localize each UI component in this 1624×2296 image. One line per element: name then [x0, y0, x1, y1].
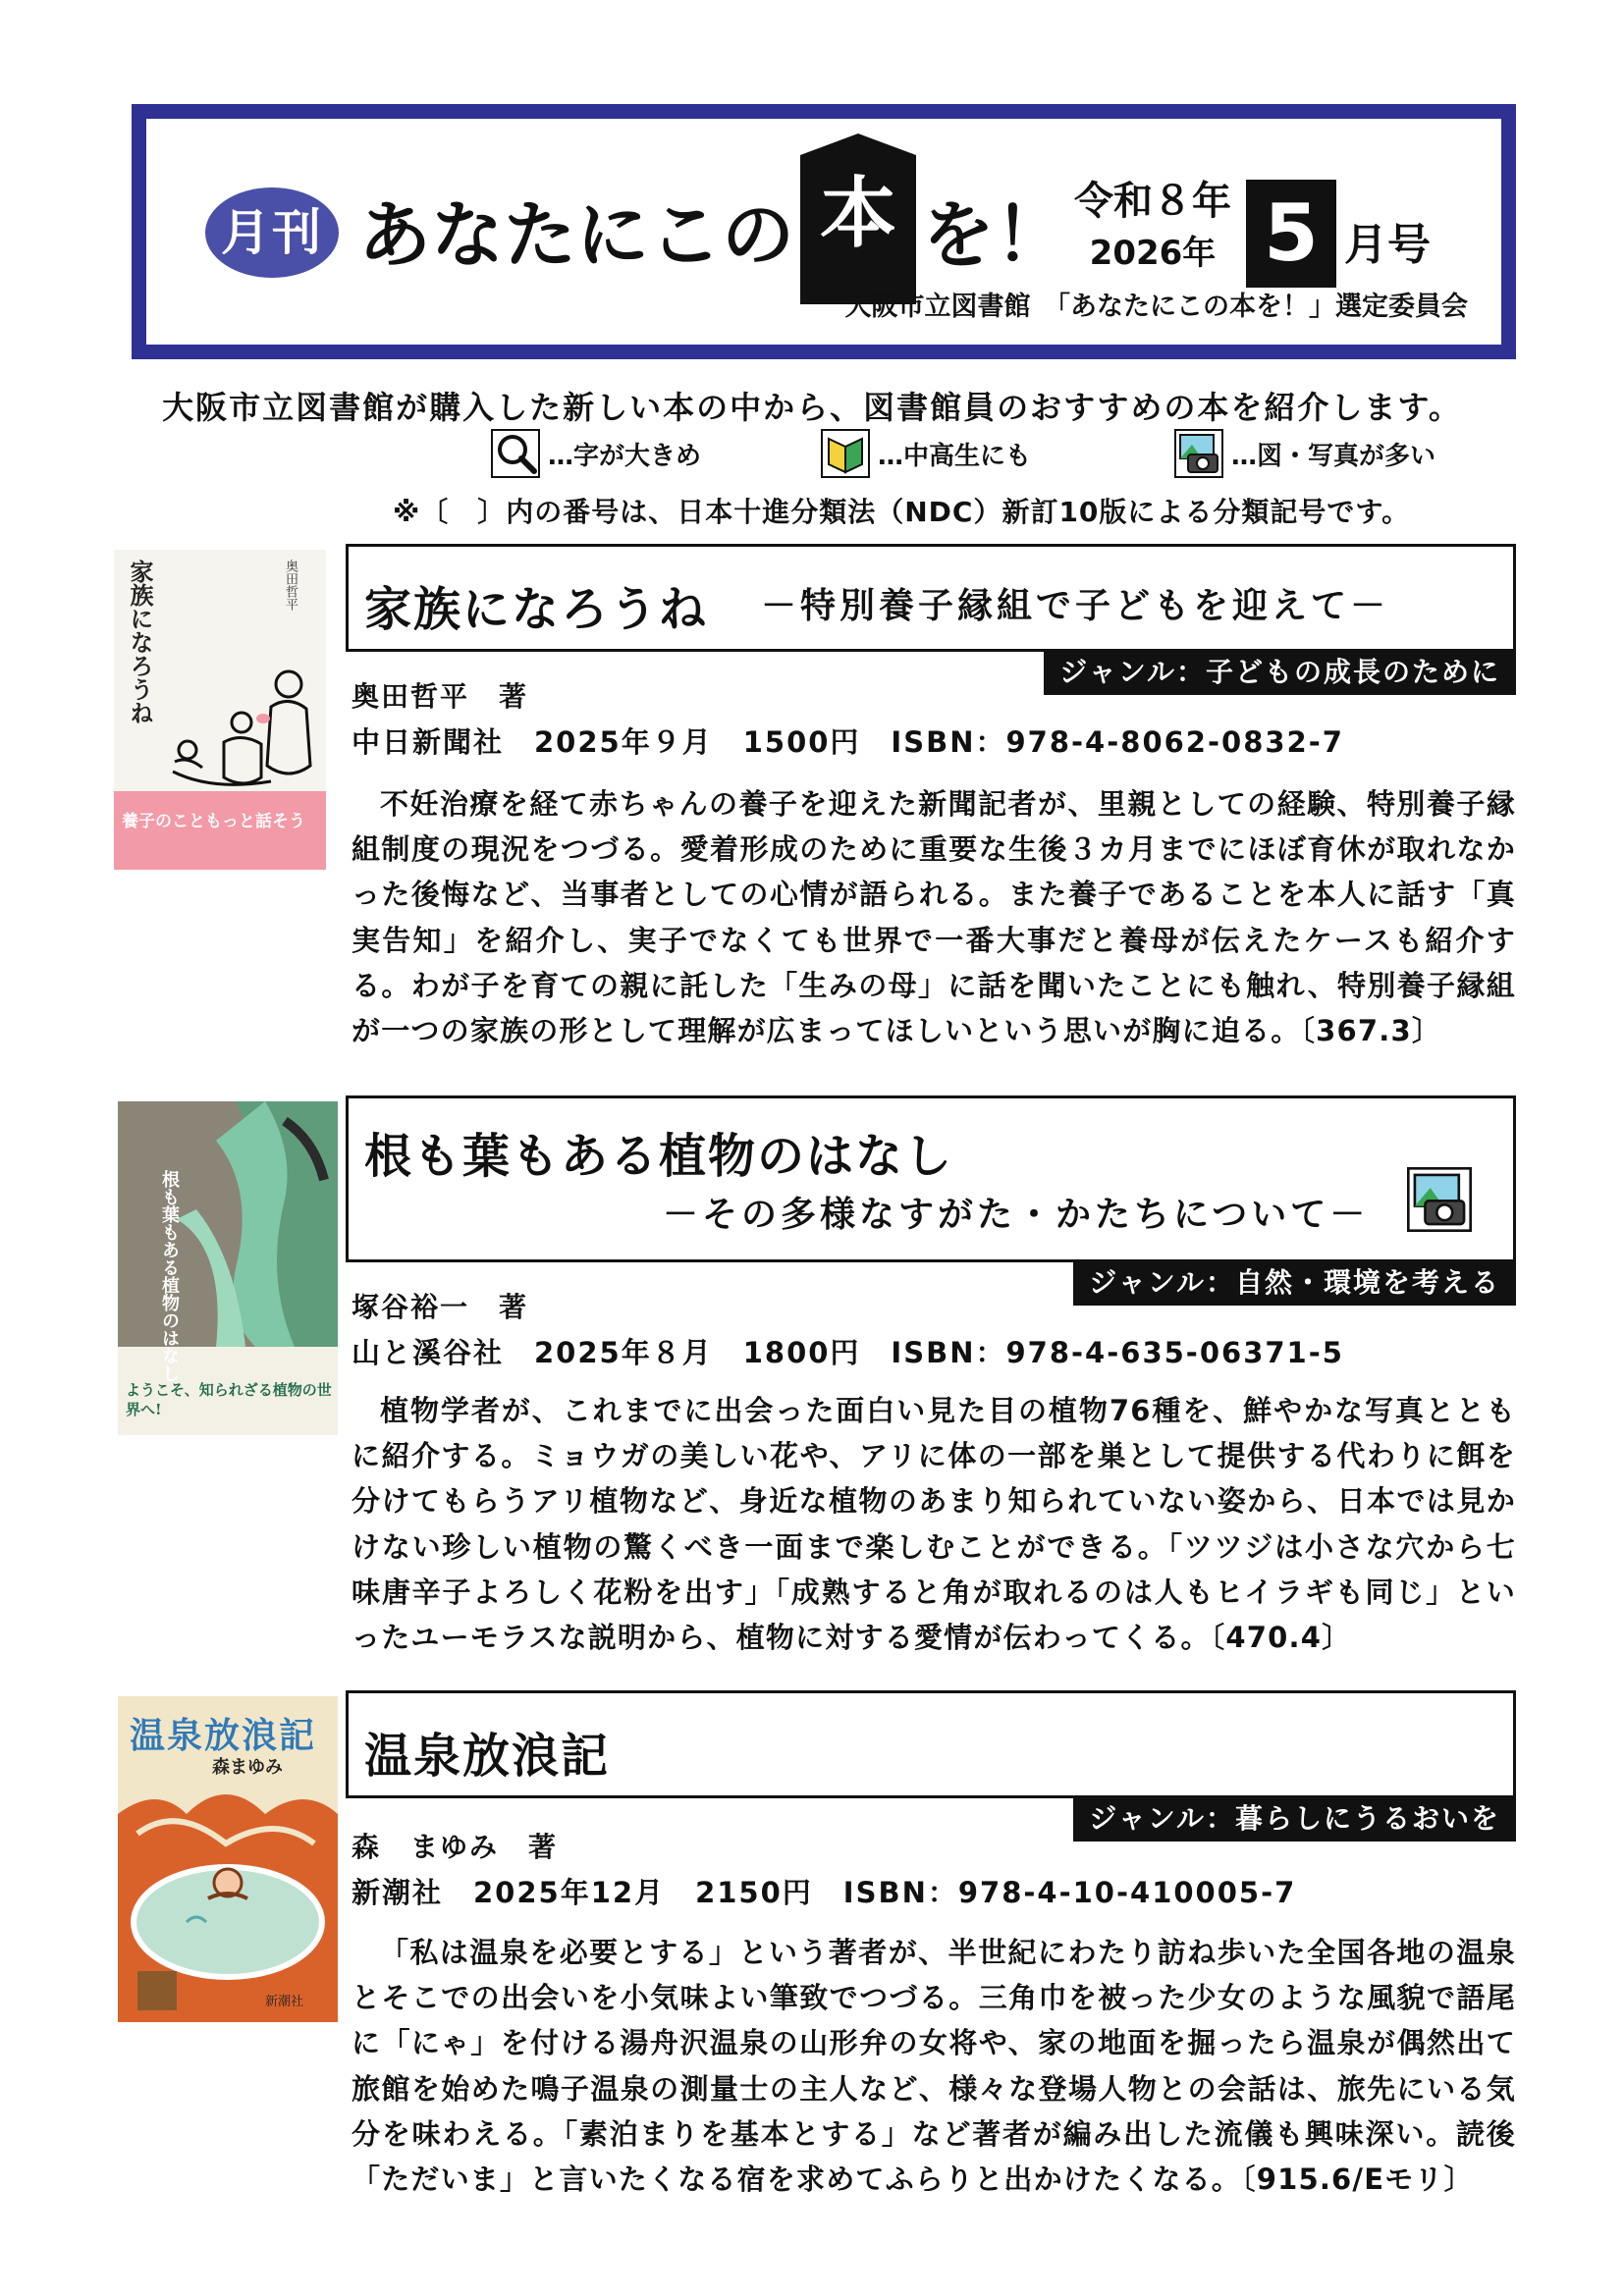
beginner-mark-icon: [821, 429, 870, 478]
legend-teen: [821, 426, 1031, 481]
book-pubinfo: 中日新聞社 2025年９月 1500円 ISBN：978-4-8062-0832-7: [352, 725, 1344, 759]
cover-title: 根も葉もある植物のはなし: [159, 1170, 180, 1382]
issue-month-suffix: 月号: [1344, 220, 1431, 270]
issue-year: 2026年: [1089, 234, 1217, 273]
committee-credit: 大阪市立図書館 「あなたにこの本を！」選定委員会: [844, 292, 1468, 322]
book-title-box-1: [346, 544, 1516, 652]
cover-title: 家族になろうね: [126, 560, 154, 724]
masthead-title: [358, 166, 1067, 294]
legend-label: …中高生にも: [878, 441, 1032, 471]
cover-band-text: 養子のこともっと話そう: [122, 812, 305, 831]
genre-label: ジャンル：暮らしにうるおいを: [1073, 1796, 1516, 1842]
legend-label: …字が大きめ: [548, 441, 702, 471]
magnifier-icon: [491, 429, 540, 478]
book-title: 根も葉もある植物のはなし: [364, 1129, 954, 1184]
book-description: 「私は温泉を必要とする」という著者が、半世紀にわたり訪ね歩いた全国各地の温泉とそこでの出会いを小気味よい筆致でつづる。三角巾を被った少女のような風貌で語尾に「にゃ」を付ける湯舟沢温泉の山形弁の女将や、家の地面を掘ったら温泉が偶然出て旅館を始めた鳴子温泉の測量士の主人など、様々な登場人物との会話は、旅先にいる気分を味わえる。「素泊まりを基本とする」など著者が編み出した流儀も興味深い。読後「ただいま」と言いたくなる宿を求めてふらりと出かけたくなる。〔915.6/Eモリ〕: [352, 1936, 1516, 2197]
book-author: 奥田哲平 著: [352, 680, 529, 713]
legend-label: …図・写真が多い: [1231, 441, 1436, 471]
camera-photo-icon: [1174, 429, 1223, 478]
book-subtitle: －特別養子縁組で子どもを迎えて－: [761, 586, 1390, 626]
book-author: 森 まゆみ 著: [352, 1831, 559, 1863]
book-cover-2: [118, 1101, 338, 1435]
cover-title: 温泉放浪記: [130, 1716, 317, 1756]
title-suffix: を！: [922, 193, 1067, 278]
book-pubinfo: 山と溪谷社 2025年８月 1800円 ISBN：978-4-635-06371-5: [352, 1336, 1344, 1369]
legend-large-print: [491, 426, 701, 481]
book-description: 植物学者が、これまでに出会った面白い見た目の植物76種を、鮮やかな写真とともに紹介する。ミョウガの美しい花や、アリに体の一部を巣として提供する代わりに餌を分けてもらうアリ植物など、身近な植物のあまり知られていない姿から、日本では見かけない珍しい植物の驚くべき一面まで楽しむことができる。「ツツジは小さな穴から七味唐辛子よろしく花粉を出す」「成熟すると角が取れるのは人もヒイラギも同じ」といったユーモラスな説明から、植物に対する愛情が伝わってくる。〔470.4〕: [352, 1394, 1516, 1655]
genre-label: ジャンル：自然・環境を考える: [1073, 1260, 1516, 1306]
cover-author: 森まゆみ: [212, 1757, 283, 1778]
book-cover-1: [114, 550, 326, 870]
cover-band: [114, 791, 326, 870]
book-title-box-2: [346, 1095, 1516, 1262]
cover-publisher: 新潮社: [265, 1995, 304, 2009]
book-pubinfo: 新潮社 2025年12月 2150円 ISBN：978-4-10-410005-7: [352, 1876, 1297, 1909]
book-title: 家族になろうね: [364, 582, 709, 637]
book-title-box-3: [346, 1690, 1516, 1798]
issue-month: 5: [1246, 180, 1336, 288]
masthead-frame: [132, 104, 1516, 359]
intro-text: 大阪市立図書館が購入した新しい本の中から、図書館員のおすすめの本を紹介します。: [162, 389, 1462, 426]
book-title: 温泉放浪記: [364, 1729, 611, 1784]
book-subtitle: －その多様なすがた・かたちについて－: [663, 1195, 1370, 1235]
issue-era: 令和８年: [1074, 179, 1231, 224]
book-description: 不妊治療を経て赤ちゃんの養子を迎えた新聞記者が、里親としての経験、特別養子縁組制度の現況をつづる。愛着形成のために重要な生後３カ月までにほぼ育休が取れなかった後悔など、当事者としての心情が語られる。また養子であることを本人に話す「真実告知」を紹介し、実子でなくても世界で一番大事だと養母が伝えたケースも紹介する。わが子を育ての親に託した「生みの母」に話を聞いたことにも触れ、特別養子縁組が一つの家族の形として理解が広まってほしいという思いが胸に迫る。〔367.3〕: [352, 787, 1516, 1048]
monthly-badge: 月刊: [205, 187, 339, 278]
legend-photos: [1174, 426, 1435, 481]
title-highlight-book: 本: [800, 155, 916, 304]
cover-band-text: ようこそ、知られざる植物の世界へ!: [126, 1381, 332, 1418]
book-author: 塚谷裕一 著: [352, 1291, 529, 1323]
masthead: [143, 116, 1504, 347]
book-cover-3: [118, 1696, 338, 2022]
title-prefix: あなたにこの: [358, 193, 794, 278]
cover-author: 奥田哲平: [283, 560, 298, 611]
camera-photo-icon: [1407, 1167, 1472, 1232]
issue-date: [1069, 174, 1236, 278]
ndc-note: ※〔 〕内の番号は、日本十進分類法（NDC）新訂10版による分類記号です。: [393, 496, 1411, 528]
genre-label: ジャンル：子どもの成長のために: [1044, 650, 1516, 695]
